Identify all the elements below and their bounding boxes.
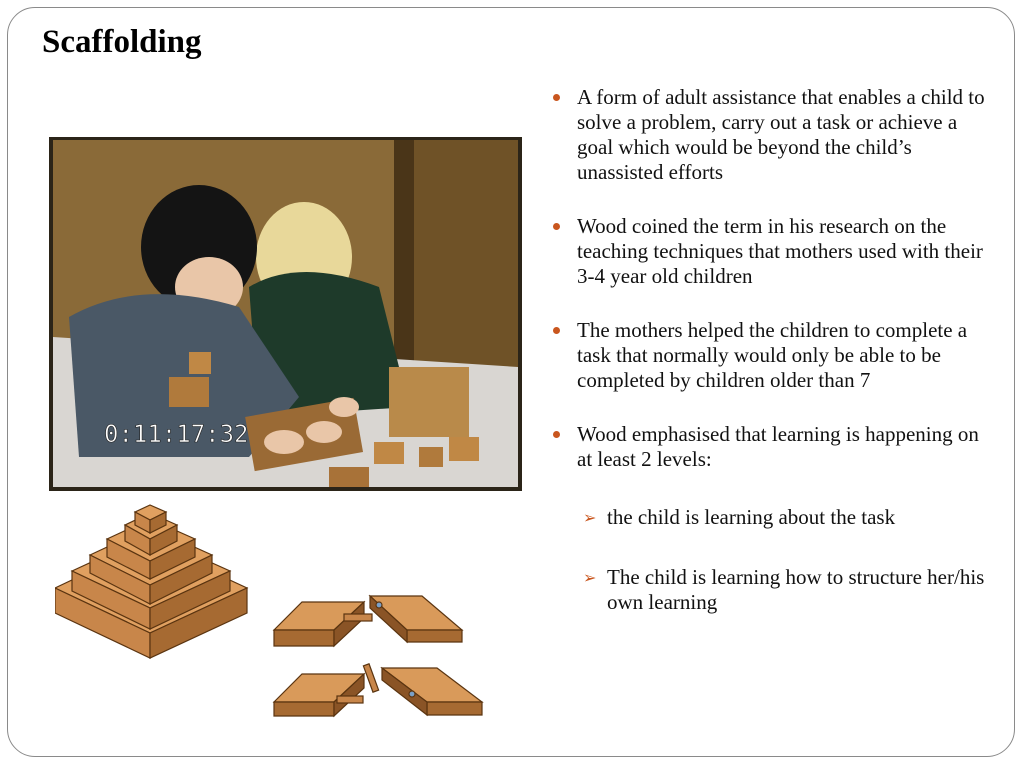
bullet-text: The mothers helped the children to complete a task that normally would only be able to be completed by children older than 7 [577, 318, 968, 392]
orange-dot-icon [553, 94, 560, 101]
arrowhead-icon: ➢ [583, 568, 597, 587]
video-still-children-with-blocks [49, 137, 522, 491]
orange-dot-icon [553, 431, 560, 438]
sub-bullet-text: The child is learning how to structure her/his own learning [607, 565, 985, 614]
sub-bullet-text: the child is learning about the task [607, 505, 896, 529]
block-pyramid-illustration [55, 503, 250, 668]
video-timestamp: 0:11:17:32 [104, 420, 249, 448]
bullet-item [553, 85, 993, 185]
bullet-item [553, 422, 993, 472]
orange-dot-icon [553, 223, 560, 230]
bullet-text: A form of adult assistance that enables a child to solve a problem, carry out a task or achieve a goal which would be beyond the child’s unassisted efforts [577, 85, 985, 184]
bullet-text: Wood emphasised that learning is happening on at least 2 levels: [577, 422, 979, 471]
bullet-text: Wood coined the term in his research on the teaching techniques that mothers used with their 3-4 year old children [577, 214, 983, 288]
bullet-item [553, 318, 993, 393]
slide-title: Scaffolding [42, 24, 202, 60]
interlocking-blocks-illustration [272, 590, 487, 725]
arrowhead-icon: ➢ [583, 508, 597, 527]
sub-bullet-item [583, 565, 993, 615]
bullet-list [553, 85, 993, 650]
bullet-item [553, 214, 993, 289]
orange-dot-icon [553, 327, 560, 334]
sub-bullet-item [583, 505, 993, 530]
